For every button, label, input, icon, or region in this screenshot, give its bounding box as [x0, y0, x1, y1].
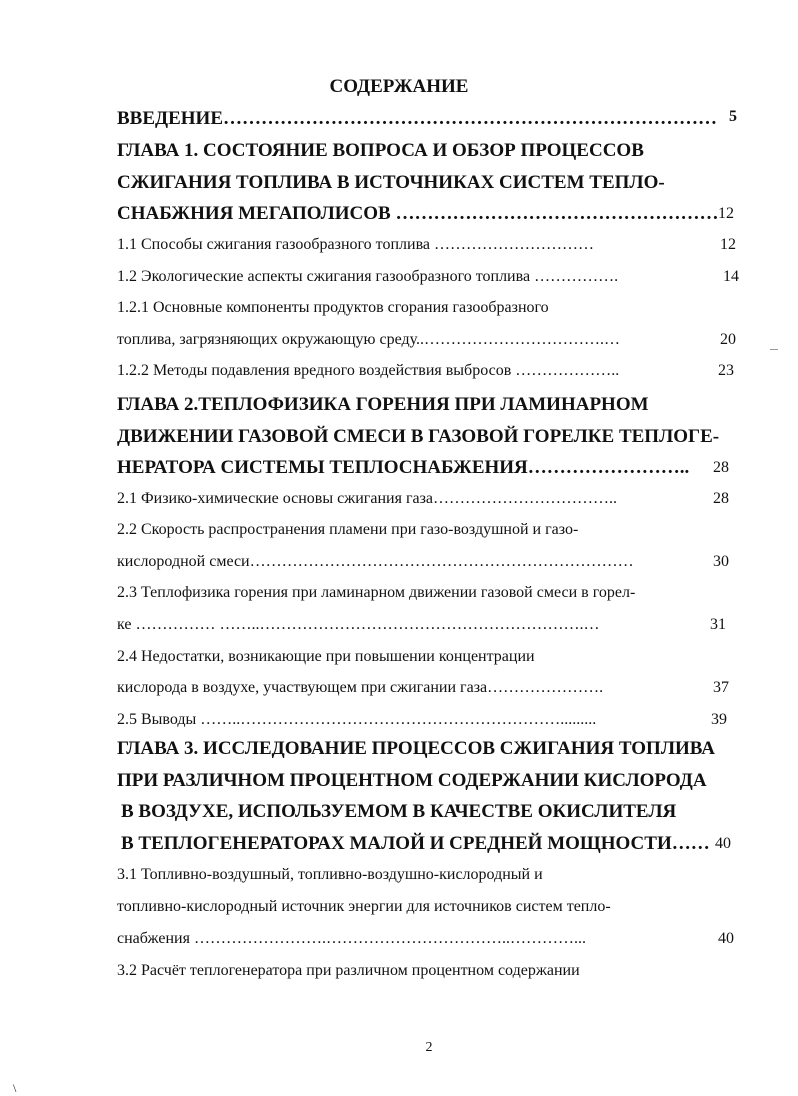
toc-entry-3-1-line-1: 3.1 Топливно-воздушный, топливно-воздушно-кислородный и	[117, 866, 543, 883]
toc-entry-2-5: 2.5 Выводы ……..…………………………………………………….........	[117, 711, 597, 728]
toc-chapter-1-line-1: ГЛАВА 1. СОСТОЯНИЕ ВОПРОСА И ОБЗОР ПРОЦЕССОВ	[117, 140, 644, 161]
page-number: 2	[425, 1040, 433, 1055]
toc-entry-3-1-line-2: топливно-кислородный источник энергии для источников систем тепло-	[117, 898, 611, 915]
toc-entry-1-2-1-line-1: 1.2.1 Основные компоненты продуктов сгорания газообразного	[117, 299, 549, 316]
toc-entry-2-3-line-2: ке …………… ……..…………………………………………………….…	[117, 616, 600, 633]
toc-chapter-2-line-3: НЕРАТОРА СИСТЕМЫ ТЕПЛОСНАБЖЕНИЯ……………………..	[117, 457, 690, 478]
toc-entry-3-1-line-3: снабжения …………………….……………………………..…………...	[117, 930, 586, 947]
toc-chapter-3-line-1: ГЛАВА 3. ИССЛЕДОВАНИЕ ПРОЦЕССОВ СЖИГАНИЯ ТОПЛИВА	[117, 738, 715, 759]
toc-entry-1-2-2: 1.2.2 Методы подавления вредного воздействия выбросов ………………..	[117, 362, 620, 379]
toc-entry-1-1: 1.1 Способы сжигания газообразного топлива …………………………	[117, 236, 595, 253]
toc-page-2-3: 31	[710, 616, 726, 633]
toc-chapter-1-line-2: СЖИГАНИЯ ТОПЛИВА В ИСТОЧНИКАХ СИСТЕМ ТЕПЛО-	[117, 172, 665, 193]
toc-chapter-1-line-3: СНАБЖНИЯ МЕГАПОЛИСОВ ……………………………………………	[117, 203, 719, 224]
toc-chapter-2-line-1: ГЛАВА 2.ТЕПЛОФИЗИКА ГОРЕНИЯ ПРИ ЛАМИНАРНОМ	[117, 394, 649, 415]
toc-entry-1-2: 1.2 Экологические аспекты сжигания газообразного топлива …………….	[117, 268, 619, 285]
toc-page-1-2: 14	[723, 268, 739, 285]
toc-page-intro: 5	[729, 108, 737, 125]
toc-chapter-3-line-4: В ТЕПЛОГЕНЕРАТОРАХ МАЛОЙ И СРЕДНЕЙ МОЩНОСТИ……	[121, 833, 710, 854]
toc-entry-2-4-line-1: 2.4 Недостатки, возникающие при повышении концентрации	[117, 648, 535, 665]
toc-page-1-1: 12	[720, 236, 736, 253]
toc-entry-2-2-line-1: 2.2 Скорость распространения пламени при газо-воздушной и газо-	[117, 521, 579, 538]
toc-chapter-3-line-3: В ВОЗДУХЕ, ИСПОЛЬЗУЕМОМ В КАЧЕСТВЕ ОКИСЛИТЕЛЯ	[121, 801, 677, 822]
toc-page-2-5: 39	[711, 711, 727, 728]
toc-page-2-2: 30	[713, 553, 729, 570]
toc-page-chapter-2: 28	[713, 459, 729, 476]
toc-chapter-2-line-2: ДВИЖЕНИИ ГАЗОВОЙ СМЕСИ В ГАЗОВОЙ ГОРЕЛКЕ ТЕПЛОГЕ-	[117, 426, 720, 447]
toc-entry-2-3-line-1: 2.3 Теплофизика горения при ламинарном движении газовой смеси в горел-	[117, 584, 636, 601]
toc-entry-2-1: 2.1 Физико-химические основы сжигания газа……………………………..	[117, 490, 618, 507]
scan-tick	[770, 349, 778, 350]
toc-page-2-1: 28	[713, 490, 729, 507]
toc-page-3-1: 40	[718, 930, 734, 947]
scan-mark: \	[13, 1081, 17, 1095]
toc-page-2-4: 37	[713, 679, 729, 696]
toc-entry-intro: ВВЕДЕНИЕ……………………………………………………………………	[117, 108, 717, 129]
toc-page-1-2-2: 23	[718, 362, 734, 379]
toc-page-chapter-3: 40	[715, 835, 731, 852]
toc-page-chapter-1: 12	[718, 205, 734, 222]
toc-chapter-3-line-2: ПРИ РАЗЛИЧНОМ ПРОЦЕНТНОМ СОДЕРЖАНИИ КИСЛОРОДА	[117, 770, 707, 791]
toc-page-1-2-1: 20	[720, 331, 736, 348]
toc-entry-1-2-1-line-2: топлива, загрязняющих окружающую среду..…………………………….…	[117, 331, 621, 348]
toc-entry-2-4-line-2: кислорода в воздухе, участвующем при сжигании газа………………….	[117, 679, 604, 696]
toc-entry-2-2-line-2: кислородной смеси………………………………………………………………	[117, 553, 634, 570]
document-title: СОДЕРЖАНИЕ	[329, 76, 469, 97]
toc-entry-3-2: 3.2 Расчёт теплогенератора при различном процентном содержании	[117, 962, 580, 979]
